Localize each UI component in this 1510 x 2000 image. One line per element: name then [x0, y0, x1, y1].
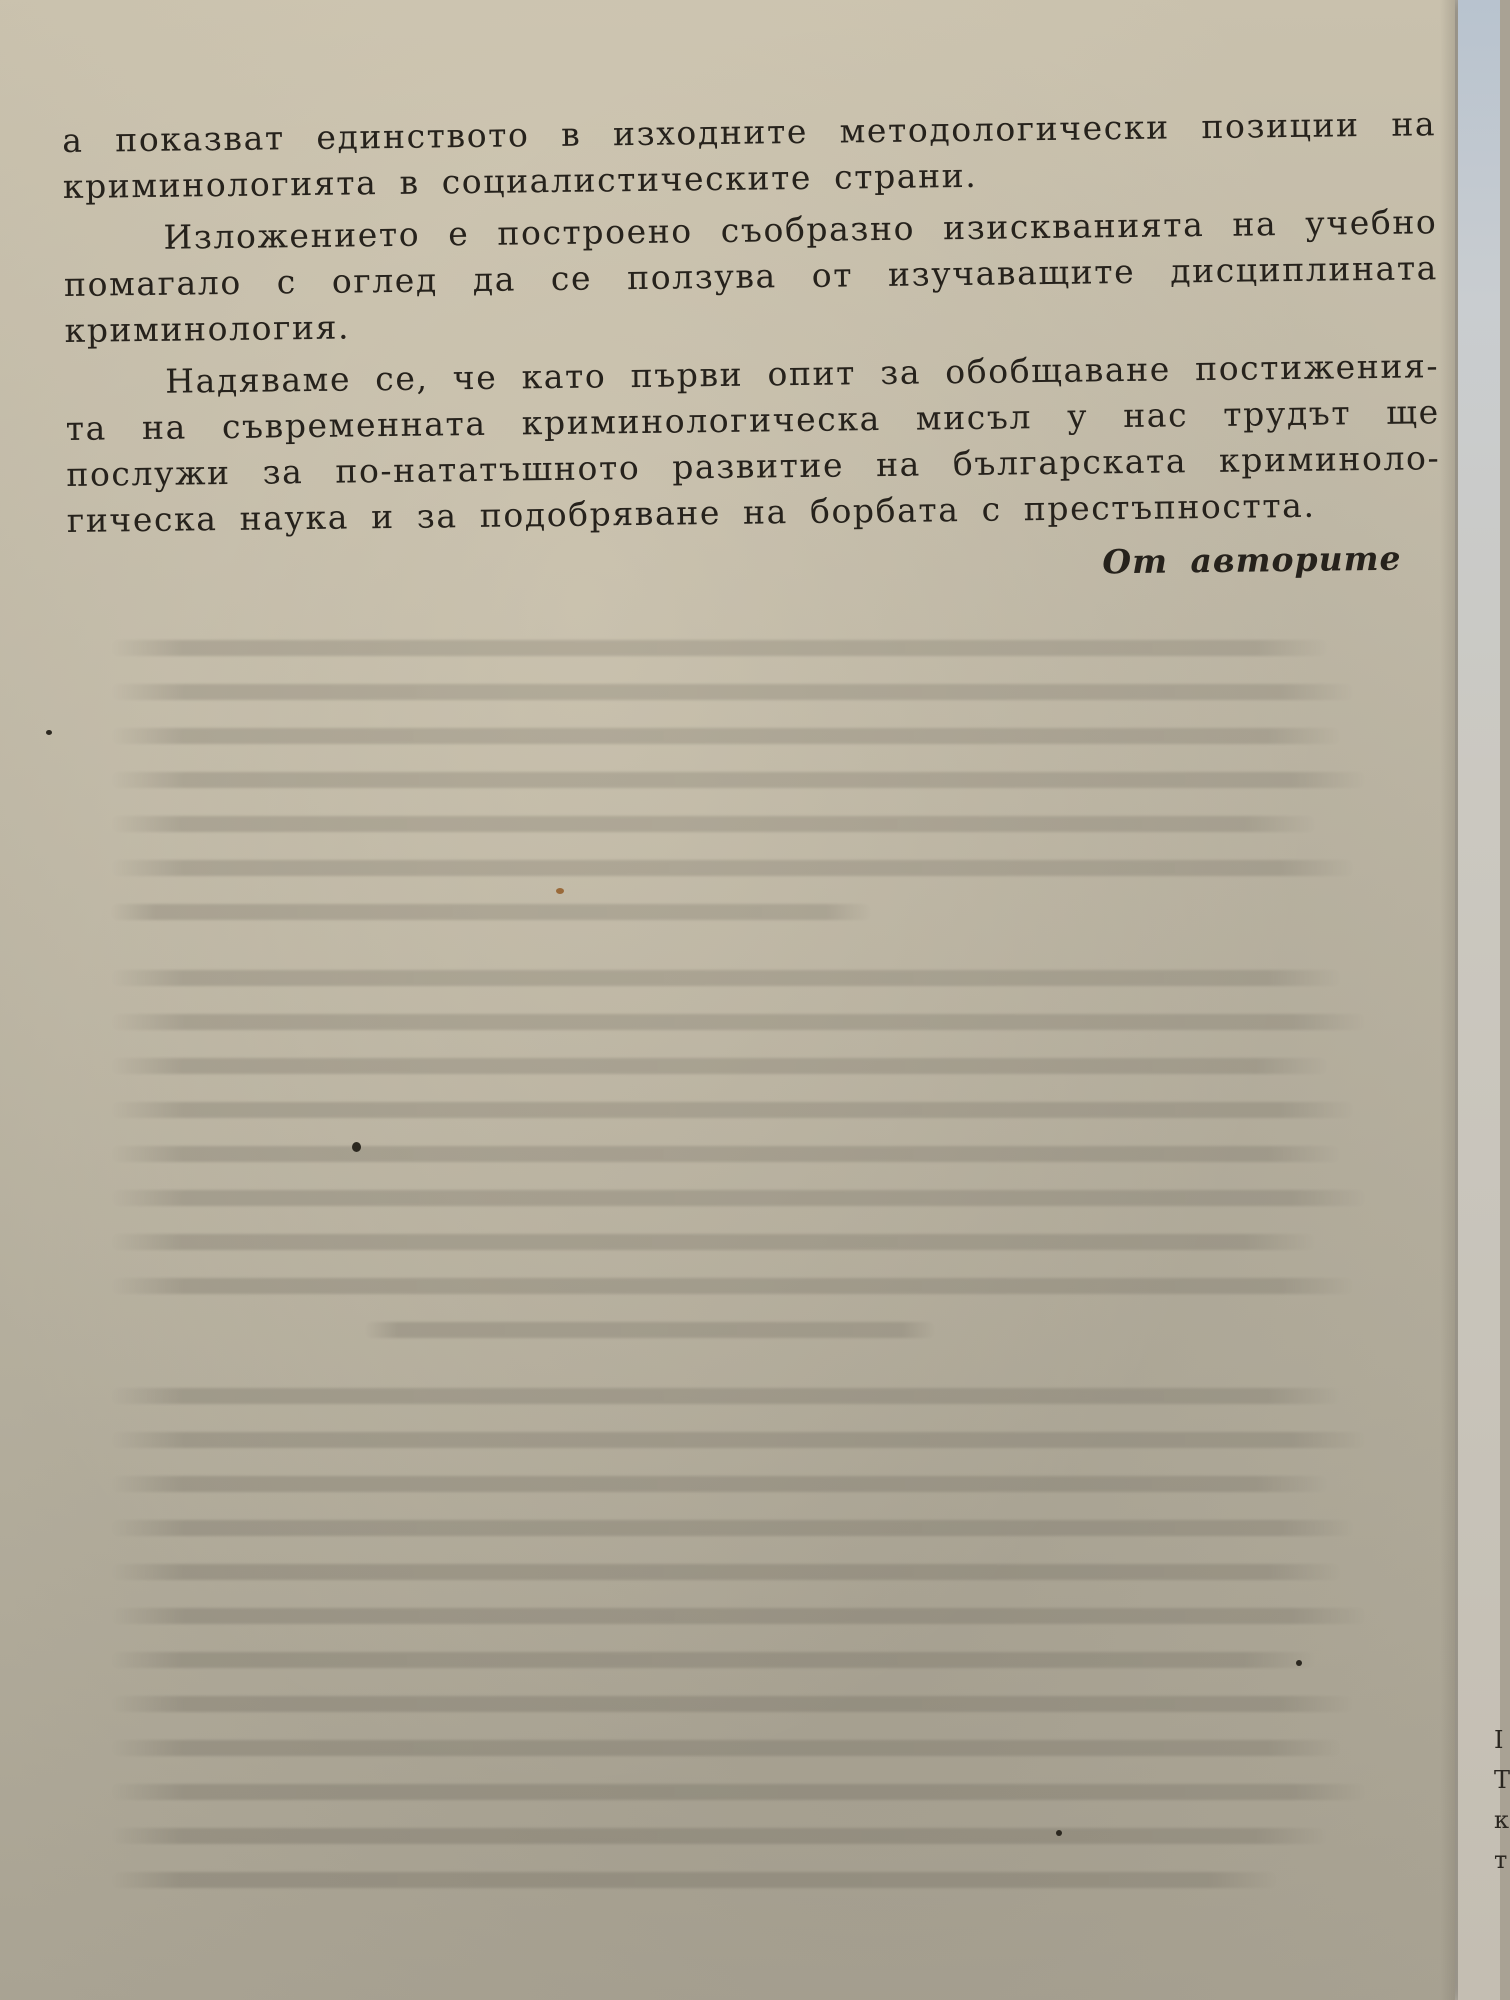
adjacent-page-marks — [1494, 1720, 1510, 1890]
ink-speck — [1056, 1830, 1062, 1836]
adjacent-page-char: т — [1494, 1846, 1508, 1874]
signature: От авторите — [1102, 538, 1402, 582]
ink-speck — [46, 730, 52, 735]
text-line: а показват единството в изходните методологически позиции на — [62, 104, 1437, 160]
text-line: та на съвременната криминологическа мисъл у нас трудът ще — [65, 392, 1440, 448]
text-line: Изложението е построено съобразно изискванията на учебно — [163, 202, 1438, 257]
text-line: помагало с оглед да се ползува от изучаващите дисциплината — [63, 248, 1439, 304]
text-line: гическа наука и за подобряване на борбата с престъпността. — [66, 485, 1316, 540]
stain-speck — [556, 888, 564, 894]
paragraph — [65, 343, 1441, 544]
text-line: Надяваме се, че като първи опит за обобщаване постижения- — [164, 346, 1440, 401]
adjacent-page-char: Т — [1494, 1766, 1510, 1794]
bleed-through-text — [110, 640, 1380, 1940]
text-line: криминология. — [64, 307, 351, 350]
text-line: криминологията в социалистическите страни. — [62, 155, 978, 206]
paragraph — [62, 101, 1437, 210]
body-text — [62, 101, 1442, 600]
ink-speck — [1296, 1660, 1302, 1666]
adjacent-page — [1458, 0, 1510, 2000]
page-fold-shadow — [1440, 0, 1458, 2000]
text-line: послужи за по-нататъшното развитие на българската криминоло- — [66, 438, 1441, 494]
adjacent-page-char: к — [1494, 1806, 1509, 1834]
paragraph — [63, 199, 1439, 354]
adjacent-page-char: I — [1494, 1726, 1504, 1754]
ink-speck — [352, 1142, 361, 1152]
